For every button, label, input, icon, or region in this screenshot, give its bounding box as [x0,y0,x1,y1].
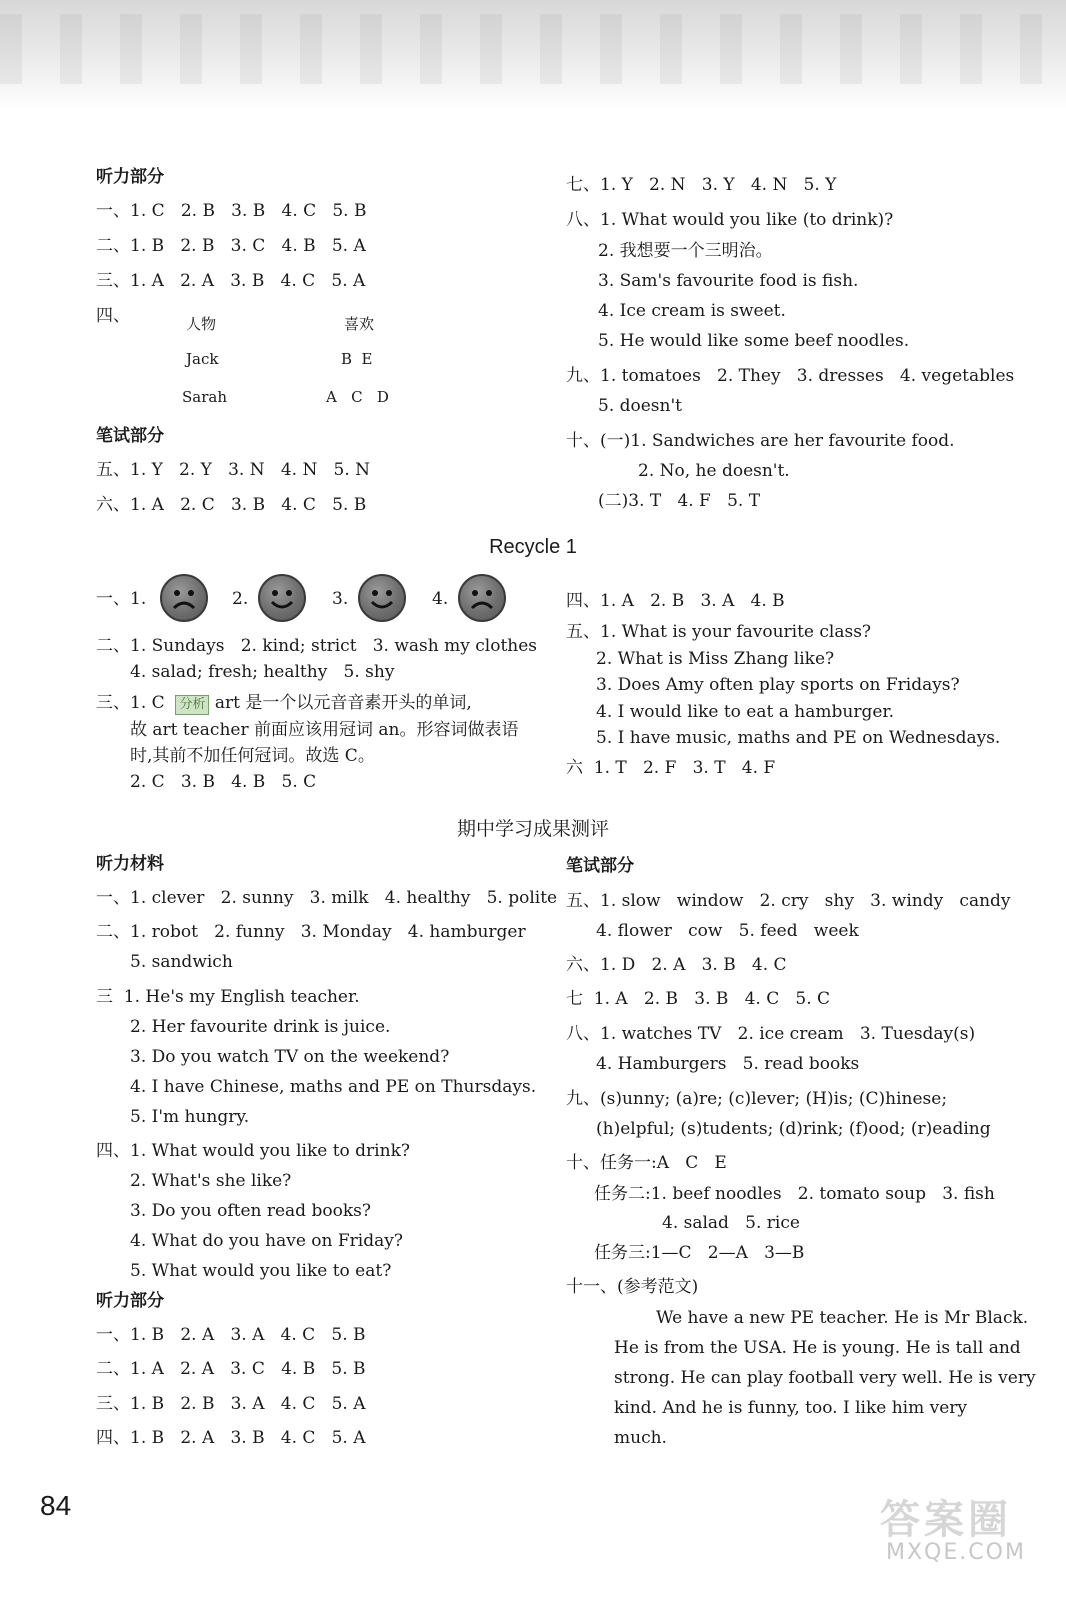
watermark-url: MXQE.COM [886,1540,1026,1565]
recycle-line-6: 六 1. T 2. F 3. T 4. F [566,758,776,778]
answer-line-10: 十、(一)1. Sandwiches are her favourite food. [566,431,955,451]
essay-line: He is from the USA. He is young. He is tall and [614,1338,1021,1358]
midterm-line: 四、1. What would you like to drink? [96,1141,410,1161]
recycle-line-4: 四、1. A 2. B 3. A 4. B [566,591,785,611]
midterm-line: 4. I have Chinese, maths and PE on Thursdays. [130,1077,537,1097]
table-header-person: 人物 [186,315,217,333]
midterm-line: 任务三:1—C 2—A 3—B [594,1243,805,1263]
table-row-person: Jack [186,350,219,368]
midterm-line: 4. What do you have on Friday? [130,1231,403,1251]
answer-line-8: 八、1. What would you like (to drink)? [566,210,894,230]
midterm-line: 一、1. B 2. A 3. A 4. C 5. B [96,1325,366,1345]
midterm-line: 3. Do you often read books? [130,1201,371,1221]
header-band [0,0,1066,110]
midterm-line: 5. sandwich [130,952,233,972]
answer-line: 5. He would like some beef noodles. [598,331,910,351]
recycle-line-5a: 五、1. What is your favourite class? [566,622,872,642]
answer-line: 4. Ice cream is sweet. [598,301,786,321]
answer-line-7: 七、1. Y 2. N 3. Y 4. N 5. Y [566,175,837,195]
listen-part-heading: 听力部分 [96,1291,164,1311]
recycle-line-3c: 时,其前不加任何冠词。故选 C。 [130,746,375,766]
answer-line: 3. Sam's favourite food is fish. [598,271,859,291]
section-title-recycle: Recycle 1 [489,536,577,558]
face-label: 4. [432,589,449,609]
table-row-like: A C D [326,388,389,406]
midterm-line: 5. What would you like to eat? [130,1261,392,1281]
answer-line-5: 五、1. Y 2. Y 3. N 4. N 5. N [96,460,371,480]
face-label: 一、1. [96,589,147,609]
table-header-like: 喜欢 [344,315,375,333]
midterm-line: 二、1. robot 2. funny 3. Monday 4. hamburger [96,922,526,942]
watermark [870,1488,1050,1578]
midterm-line: 任务二:1. beef noodles 2. tomato soup 3. fish [594,1184,995,1204]
midterm-line: 六、1. D 2. A 3. B 4. C [566,955,787,975]
table-row-person: Sarah [182,388,227,406]
happy-face-icon [358,574,406,622]
essay-line: kind. And he is funny, too. I like him very [614,1398,968,1418]
answer-line-2: 二、1. B 2. B 3. C 4. B 5. A [96,236,366,256]
watermark-logo: 答案圈 [880,1497,1012,1543]
recycle-line-3a: 三、1. C 分析 art 是一个以元音音素开头的单词, [96,693,472,713]
table-row-like: B E [341,350,373,368]
midterm-line: 4. flower cow 5. feed week [596,921,859,941]
answer-line-1: 一、1. C 2. B 3. B 4. C 5. B [96,201,367,221]
essay-line: We have a new PE teacher. He is Mr Black. [656,1308,1029,1328]
answer-line-4-prefix: 四、 [96,306,130,326]
midterm-line: 十、任务一:A C E [566,1153,727,1173]
midterm-line: 三、1. B 2. B 3. A 4. C 5. A [96,1394,366,1414]
recycle-line-3d: 2. C 3. B 4. B 5. C [130,772,317,792]
answer-line: 5. doesn't [598,396,682,416]
midterm-line: 2. Her favourite drink is juice. [130,1017,391,1037]
listening-material-heading: 听力材料 [96,854,164,874]
midterm-line: 四、1. B 2. A 3. B 4. C 5. A [96,1428,366,1448]
midterm-line: 十一、(参考范文) [566,1277,699,1297]
midterm-line: 七 1. A 2. B 3. B 4. C 5. C [566,989,831,1009]
recycle-line: 5. I have music, maths and PE on Wednesdays. [596,728,1001,748]
midterm-line: 八、1. watches TV 2. ice cream 3. Tuesday(s) [566,1024,976,1044]
midterm-line: 3. Do you watch TV on the weekend? [130,1047,450,1067]
page-number: 84 [40,1490,72,1521]
midterm-line: 一、1. clever 2. sunny 3. milk 4. healthy 5. polite [96,888,558,908]
midterm-line: 五、1. slow window 2. cry shy 3. windy candy [566,891,1011,911]
midterm-line: 九、(s)unny; (a)re; (c)lever; (H)is; (C)hinese; [566,1089,948,1109]
midterm-line: 4. salad 5. rice [662,1213,800,1233]
recycle-line: 3. Does Amy often play sports on Fridays? [596,675,960,695]
analysis-badge: 分析 [175,695,209,715]
recycle-line: 2. What is Miss Zhang like? [596,649,835,669]
midterm-line: (h)elpful; (s)tudents; (d)rink; (f)ood; (r)eading [596,1119,991,1139]
written-part-heading: 笔试部分 [566,856,634,876]
midterm-line: 2. What's she like? [130,1171,292,1191]
section-title-midterm: 期中学习成果测评 [456,818,609,840]
essay-line: much. [614,1428,667,1448]
answer-line: 2. 我想要一个三明治。 [598,241,773,261]
essay-line: strong. He can play football very well. He is very [614,1368,1036,1388]
happy-face-icon [258,574,306,622]
recycle-line: 4. I would like to eat a hamburger. [596,702,895,722]
written-part-heading: 笔试部分 [96,426,164,446]
sad-face-icon [160,574,208,622]
answer-line-6: 六、1. A 2. C 3. B 4. C 5. B [96,495,367,515]
recycle-line-2a: 二、1. Sundays 2. kind; strict 3. wash my clothes [96,636,538,656]
answer-line-3: 三、1. A 2. A 3. B 4. C 5. A [96,271,366,291]
sad-face-icon [458,574,506,622]
answer-line: (二)3. T 4. F 5. T [598,491,761,511]
midterm-line: 三 1. He's my English teacher. [96,987,360,1007]
answer-line-9: 九、1. tomatoes 2. They 3. dresses 4. vegetables [566,366,1015,386]
recycle-line-3b: 故 art teacher 前面应该用冠词 an。形容词做表语 [130,720,519,740]
listen-part-heading: 听力部分 [96,167,164,187]
midterm-line: 4. Hamburgers 5. read books [596,1054,860,1074]
face-label: 2. [232,589,249,609]
face-label: 3. [332,589,349,609]
midterm-line: 二、1. A 2. A 3. C 4. B 5. B [96,1359,366,1379]
midterm-line: 5. I'm hungry. [130,1107,250,1127]
answer-line: 2. No, he doesn't. [638,461,790,481]
recycle-line-2b: 4. salad; fresh; healthy 5. shy [130,662,395,682]
